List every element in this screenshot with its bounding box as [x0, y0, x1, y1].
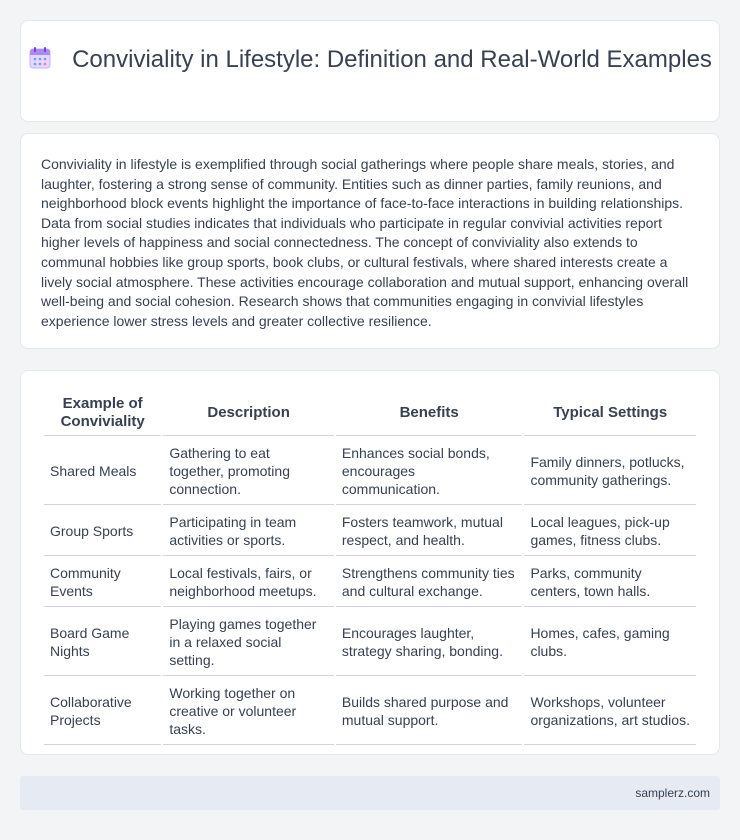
- table-row: [44, 438, 696, 505]
- cell-settings: Homes, cafes, gaming clubs.: [524, 609, 696, 676]
- cell-settings: Parks, community centers, town halls.: [524, 558, 696, 607]
- cell-description: Participating in team activities or sports.: [163, 507, 334, 556]
- intro-card: [20, 133, 720, 349]
- header-benefits: Benefits: [336, 391, 523, 436]
- intro-paragraph: Conviviality in lifestyle is exemplified through social gatherings where people share meals, stories, and laughter, fostering a strong sense of community. Entities such as dinner parties, family reunions, and neighborhood block events highlight the importance of face-to-face interactions in building relationships. Data from social studies indicates that individuals who participate in regular convivial activities report higher levels of happiness and social connectedness. The concept of conviviality also extends to communal hobbies like group sports, book clubs, or cultural festivals, where shared interests create a lively social atmosphere. These activities encourage collaboration and mutual support, enhancing overall well-being and social cohesion. Research shows that communities engaging in convivial lifestyles experience lower stress levels and greater collective resilience.: [41, 156, 689, 329]
- table-row: [44, 558, 696, 607]
- cell-example: Shared Meals: [44, 438, 161, 505]
- cell-description: Local festivals, fairs, or neighborhood meetups.: [163, 558, 334, 607]
- footer-bar: [20, 776, 720, 810]
- header-example: Example of Conviviality: [44, 391, 161, 436]
- cell-settings: Local leagues, pick-up games, fitness clubs.: [524, 507, 696, 556]
- cell-settings: Family dinners, potlucks, community gatherings.: [524, 438, 696, 505]
- cell-example: Group Sports: [44, 507, 161, 556]
- footer-site-link[interactable]: samplerz.com: [635, 786, 710, 800]
- cell-benefits: Enhances social bonds, encourages communication.: [336, 438, 523, 505]
- cell-benefits: Encourages laughter, strategy sharing, bonding.: [336, 609, 523, 676]
- conviviality-table: [42, 389, 698, 747]
- cell-description: Playing games together in a relaxed social setting.: [163, 609, 334, 676]
- cell-description: Gathering to eat together, promoting connection.: [163, 438, 334, 505]
- cell-benefits: Strengthens community ties and cultural exchange.: [336, 558, 523, 607]
- table-card: [20, 370, 720, 755]
- cell-settings: Workshops, volunteer organizations, art studios.: [524, 678, 696, 745]
- table-row: [44, 507, 696, 556]
- calendar-icon: [28, 46, 52, 70]
- title-card: [20, 20, 720, 122]
- header-description: Description: [163, 391, 334, 436]
- cell-description: Working together on creative or volunteer tasks.: [163, 678, 334, 745]
- cell-example: Community Events: [44, 558, 161, 607]
- table-row: [44, 678, 696, 745]
- table-header-row: [44, 391, 696, 436]
- cell-benefits: Builds shared purpose and mutual support.: [336, 678, 523, 745]
- header-settings: Typical Settings: [524, 391, 696, 436]
- cell-benefits: Fosters teamwork, mutual respect, and health.: [336, 507, 523, 556]
- cell-example: Board Game Nights: [44, 609, 161, 676]
- page-title-text: Conviviality in Lifestyle: Definition and Real-World Examples: [72, 46, 712, 73]
- page-title: [21, 45, 719, 74]
- cell-example: Collaborative Projects: [44, 678, 161, 745]
- table-row: [44, 609, 696, 676]
